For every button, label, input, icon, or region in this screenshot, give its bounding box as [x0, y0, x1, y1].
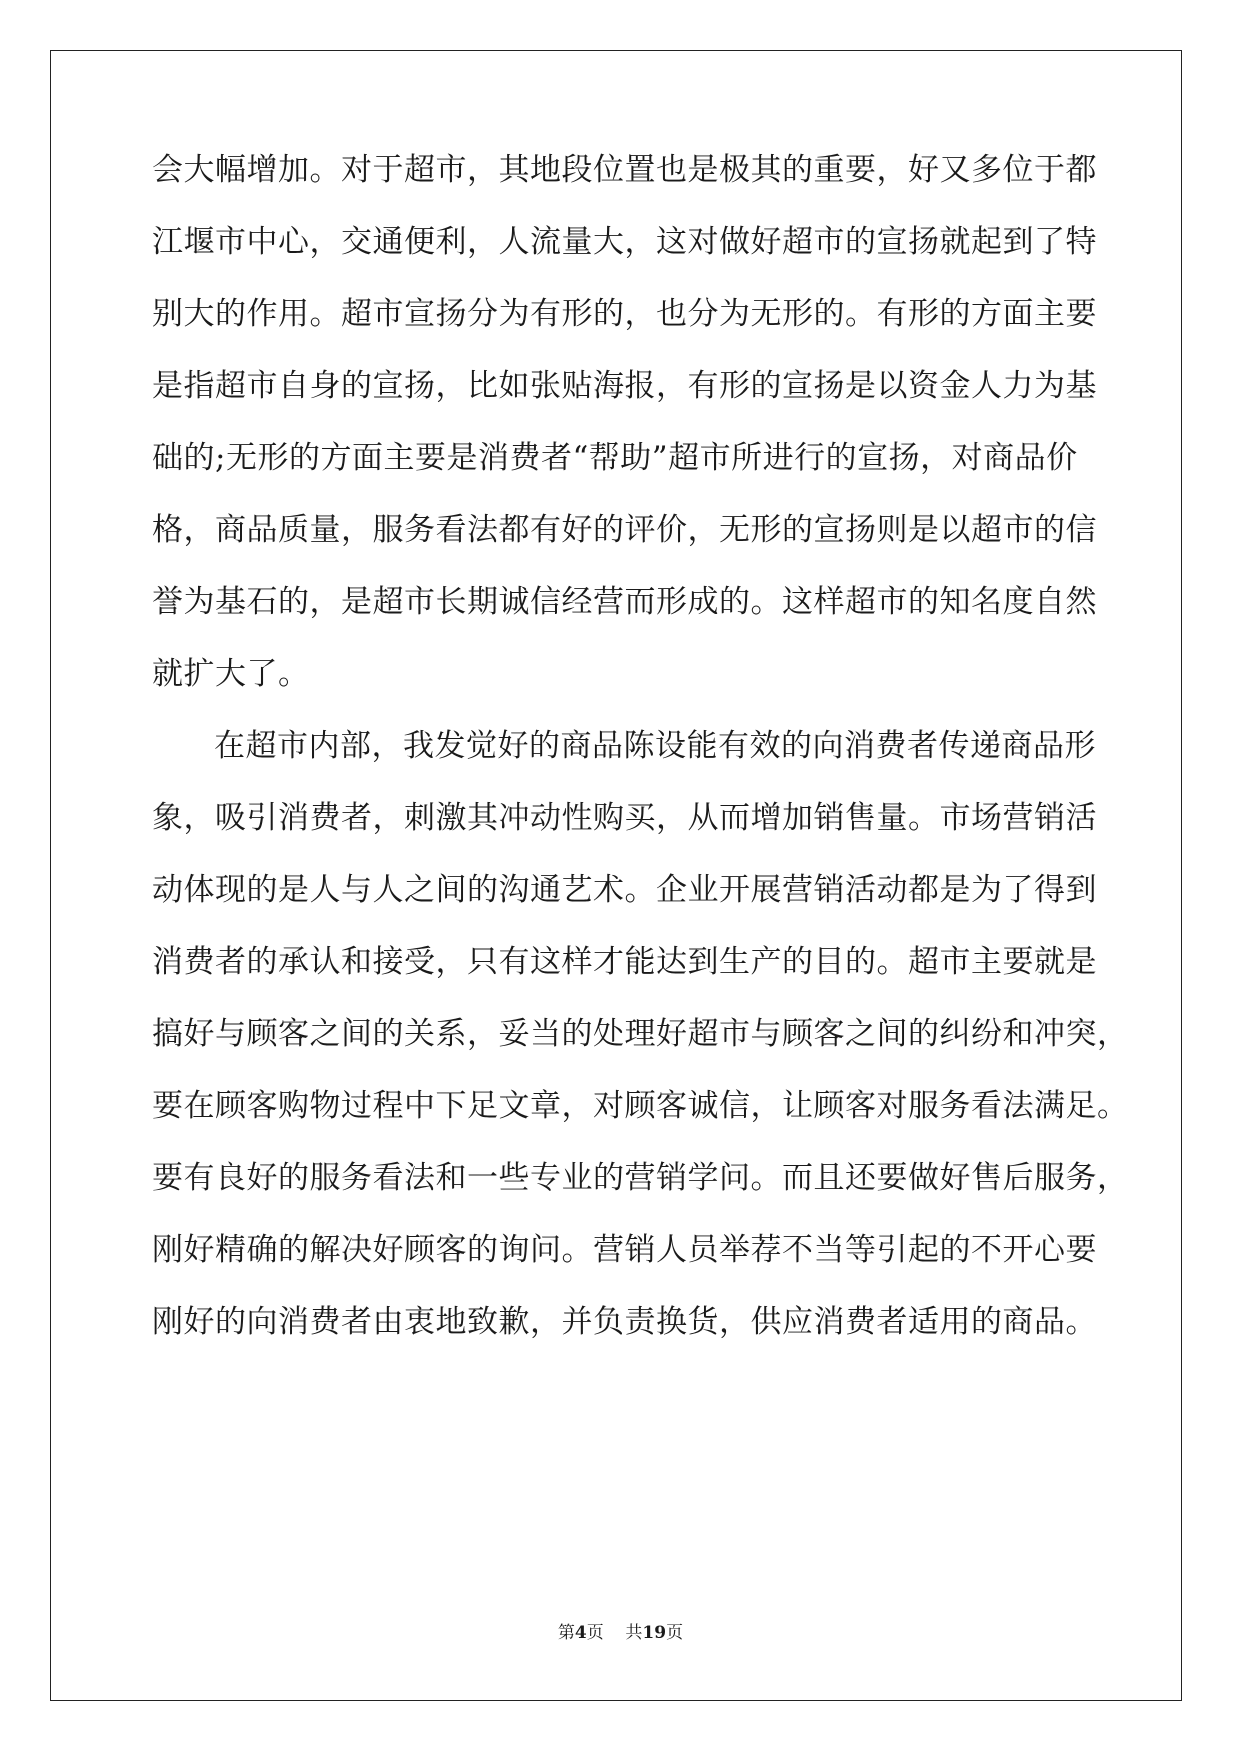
paragraph-1-line-2: 江堰市中心，交通便利，人流量大，这对做好超市的宣扬就起到了特: [152, 224, 1097, 260]
page-footer: [0, 1618, 1241, 1643]
footer-total-suffix: 页: [666, 1623, 684, 1643]
paragraph-2-line-8: 刚好精确的解决好顾客的询问。营销人员举荐不当等引起的不开心要: [152, 1232, 1097, 1268]
footer-page-suffix: 页: [586, 1623, 604, 1643]
paragraph-2-line-1: 在超市内部，我发觉好的商品陈设能有效的向消费者传递商品形: [214, 728, 1096, 764]
paragraph-2-line-4: 消费者的承认和接受，只有这样才能达到生产的目的。超市主要就是: [152, 944, 1097, 980]
footer-page-prefix: 第: [557, 1623, 575, 1643]
footer-total-prefix: 共: [625, 1623, 643, 1643]
footer-total-pages: 19: [642, 1623, 667, 1643]
paragraph-2-line-2: 象，吸引消费者，刺激其冲动性购买，从而增加销售量。市场营销活: [152, 800, 1097, 836]
paragraph-2-line-7: 要有良好的服务看法和一些专业的营销学问。而且还要做好售后服务，: [152, 1160, 1129, 1196]
paragraph-1-line-5: 础的;无形的方面主要是消费者“帮助”超市所进行的宣扬，对商品价: [152, 440, 1078, 476]
paragraph-1-line-4: 是指超市自身的宣扬，比如张贴海报，有形的宣扬是以资金人力为基: [152, 368, 1097, 404]
paragraph-1-line-3: 别大的作用。超市宣扬分为有形的，也分为无形的。有形的方面主要: [152, 296, 1097, 332]
paragraph-2-line-9: 刚好的向消费者由衷地致歉，并负责换货，供应消费者适用的商品。: [152, 1304, 1097, 1340]
paragraph-1-line-7: 誉为基石的，是超市长期诚信经营而形成的。这样超市的知名度自然: [152, 584, 1097, 620]
paragraph-2-line-5: 搞好与顾客之间的关系，妥当的处理好超市与顾客之间的纠纷和冲突，: [152, 1016, 1129, 1052]
paragraph-2-line-3: 动体现的是人与人之间的沟通艺术。企业开展营销活动都是为了得到: [152, 872, 1097, 908]
paragraph-1-line-6: 格，商品质量，服务看法都有好的评价，无形的宣扬则是以超市的信: [152, 512, 1097, 548]
paragraph-1-line-8: 就扩大了。: [152, 656, 310, 692]
paragraph-1-line-1: 会大幅增加。对于超市，其地段位置也是极其的重要，好又多位于都: [152, 152, 1097, 188]
paragraph-2-line-6: 要在顾客购物过程中下足文章，对顾客诚信，让顾客对服务看法满足。: [152, 1088, 1129, 1124]
footer-current-page: 4: [574, 1623, 587, 1643]
